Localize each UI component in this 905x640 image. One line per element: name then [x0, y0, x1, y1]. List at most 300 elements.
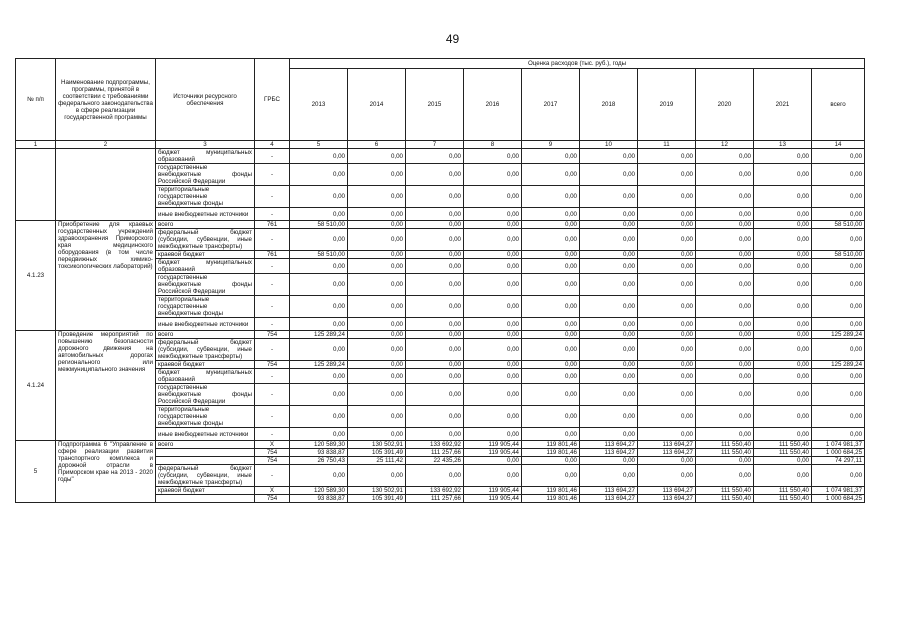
header-year: 2021: [754, 69, 812, 141]
total-value: 74 297,11: [812, 457, 865, 465]
total-value: 0,00: [812, 339, 865, 361]
year-value: 105 391,49: [348, 449, 406, 457]
year-value: 0,00: [290, 208, 348, 221]
funding-source: иные внебюджетные источники: [156, 318, 255, 331]
year-value: 0,00: [290, 259, 348, 274]
funding-source: бюджет муниципальных образований: [156, 259, 255, 274]
year-value: 0,00: [290, 428, 348, 441]
year-value: 0,00: [406, 259, 464, 274]
year-value: 0,00: [464, 208, 522, 221]
year-value: 0,00: [580, 369, 638, 384]
year-value: 0,00: [522, 259, 580, 274]
year-value: 113 694,27: [580, 495, 638, 503]
year-value: 0,00: [348, 361, 406, 369]
grbs-code: X: [255, 487, 290, 495]
header-year: 2014: [348, 69, 406, 141]
year-value: 119 905,44: [464, 495, 522, 503]
year-value: 0,00: [348, 208, 406, 221]
grbs-code: -: [255, 229, 290, 251]
total-value: 1 074 981,37: [812, 441, 865, 449]
grbs-code: -: [255, 208, 290, 221]
year-value: 0,00: [290, 318, 348, 331]
year-value: 0,00: [754, 149, 812, 164]
header-year: 2015: [406, 69, 464, 141]
year-value: 0,00: [580, 428, 638, 441]
column-number: 7: [406, 141, 464, 149]
year-value: 0,00: [464, 465, 522, 487]
column-number: 2: [56, 141, 156, 149]
year-value: 0,00: [696, 428, 754, 441]
total-value: 0,00: [812, 164, 865, 186]
year-value: 119 905,44: [464, 449, 522, 457]
total-value: 1 074 981,37: [812, 487, 865, 495]
header-name: Наименование подпрограммы, программы, принятой в соответствии с требованиями федерального законодательства в сфере реализации государственной программы: [56, 59, 156, 141]
year-value: 111 257,66: [406, 495, 464, 503]
funding-source: федеральный бюджет (субсидии, субвенции, иные межбюджетные трансферты): [156, 229, 255, 251]
year-value: 0,00: [348, 406, 406, 428]
funding-source: [156, 495, 255, 503]
year-value: 0,00: [464, 361, 522, 369]
year-value: 0,00: [348, 186, 406, 208]
year-value: 113 694,27: [580, 487, 638, 495]
year-value: 0,00: [696, 406, 754, 428]
year-value: 0,00: [638, 339, 696, 361]
grbs-code: -: [255, 186, 290, 208]
total-value: 125 289,24: [812, 361, 865, 369]
year-value: 0,00: [406, 369, 464, 384]
column-number: 14: [812, 141, 865, 149]
year-value: 0,00: [580, 465, 638, 487]
year-value: 0,00: [464, 457, 522, 465]
year-value: 0,00: [754, 331, 812, 339]
year-value: 0,00: [696, 251, 754, 259]
year-value: 0,00: [348, 428, 406, 441]
header-year: 2020: [696, 69, 754, 141]
funding-source: [156, 449, 255, 457]
item-name: Проведение мероприятий по повышению безопасности дорожного движения на автомобильных дорогах регионального или межмуниципального значения: [56, 331, 156, 441]
expense-table: [15, 58, 865, 503]
year-value: 25 111,42: [348, 457, 406, 465]
year-value: 0,00: [348, 296, 406, 318]
year-value: 0,00: [464, 296, 522, 318]
year-value: 93 838,87: [290, 449, 348, 457]
funding-source: бюджет муниципальных образований: [156, 149, 255, 164]
year-value: 0,00: [290, 369, 348, 384]
year-value: 0,00: [290, 186, 348, 208]
year-value: 0,00: [580, 361, 638, 369]
year-value: 0,00: [638, 331, 696, 339]
year-value: 111 550,40: [754, 495, 812, 503]
grbs-code: -: [255, 318, 290, 331]
year-value: 0,00: [580, 221, 638, 229]
funding-source: бюджет муниципальных образований: [156, 369, 255, 384]
year-value: 119 905,44: [464, 441, 522, 449]
year-value: 0,00: [348, 465, 406, 487]
year-value: 0,00: [464, 384, 522, 406]
year-value: 0,00: [290, 406, 348, 428]
year-value: 111 550,40: [754, 441, 812, 449]
year-value: 0,00: [580, 331, 638, 339]
year-value: 0,00: [406, 428, 464, 441]
year-value: 0,00: [696, 149, 754, 164]
year-value: 0,00: [522, 465, 580, 487]
year-value: 0,00: [638, 457, 696, 465]
funding-source: территориальные государственные внебюджетные фонды: [156, 186, 255, 208]
year-value: 0,00: [696, 361, 754, 369]
grbs-code: 761: [255, 251, 290, 259]
year-value: 0,00: [406, 331, 464, 339]
grbs-code: -: [255, 465, 290, 487]
year-value: 133 692,92: [406, 441, 464, 449]
year-value: 0,00: [696, 221, 754, 229]
year-value: 0,00: [754, 406, 812, 428]
year-value: 0,00: [754, 229, 812, 251]
year-value: 0,00: [406, 251, 464, 259]
year-value: 0,00: [696, 208, 754, 221]
year-value: 111 550,40: [696, 449, 754, 457]
total-value: 1 000 684,25: [812, 495, 865, 503]
year-value: 105 391,49: [348, 495, 406, 503]
year-value: 0,00: [696, 274, 754, 296]
item-number: 4.1.24: [16, 331, 56, 441]
year-value: 0,00: [580, 457, 638, 465]
year-value: 0,00: [290, 164, 348, 186]
year-value: 0,00: [754, 208, 812, 221]
year-value: 0,00: [348, 318, 406, 331]
funding-source: территориальные государственные внебюджетные фонды: [156, 296, 255, 318]
funding-source: иные внебюджетные источники: [156, 208, 255, 221]
total-value: 0,00: [812, 406, 865, 428]
year-value: 0,00: [406, 296, 464, 318]
year-value: 0,00: [754, 259, 812, 274]
year-value: 0,00: [464, 406, 522, 428]
funding-source: всего: [156, 441, 255, 449]
year-value: 0,00: [406, 149, 464, 164]
funding-source: государственные внебюджетные фонды Российской Федерации: [156, 384, 255, 406]
grbs-code: X: [255, 441, 290, 449]
total-value: 0,00: [812, 318, 865, 331]
year-value: 0,00: [522, 369, 580, 384]
column-number: 10: [580, 141, 638, 149]
year-value: 0,00: [348, 221, 406, 229]
year-value: 0,00: [580, 229, 638, 251]
year-value: 0,00: [348, 149, 406, 164]
year-value: 0,00: [522, 318, 580, 331]
item-number: 4.1.23: [16, 221, 56, 331]
year-value: 0,00: [638, 428, 696, 441]
funding-source: всего: [156, 331, 255, 339]
year-value: 0,00: [638, 164, 696, 186]
grbs-code: 754: [255, 495, 290, 503]
grbs-code: 754: [255, 331, 290, 339]
column-number: 4: [255, 141, 290, 149]
total-value: 0,00: [812, 384, 865, 406]
year-value: 0,00: [406, 339, 464, 361]
grbs-code: 754: [255, 457, 290, 465]
year-value: 111 550,40: [696, 487, 754, 495]
header-year: всего: [812, 69, 865, 141]
year-value: 0,00: [348, 369, 406, 384]
year-value: 0,00: [522, 331, 580, 339]
year-value: 0,00: [348, 274, 406, 296]
year-value: 119 801,46: [522, 449, 580, 457]
total-value: 0,00: [812, 369, 865, 384]
year-value: 0,00: [290, 229, 348, 251]
year-value: 0,00: [522, 229, 580, 251]
year-value: 0,00: [464, 251, 522, 259]
year-value: 0,00: [754, 465, 812, 487]
year-value: 125 289,24: [290, 331, 348, 339]
year-value: 0,00: [696, 164, 754, 186]
year-value: 0,00: [754, 361, 812, 369]
year-value: 0,00: [696, 259, 754, 274]
year-value: 113 694,27: [580, 449, 638, 457]
funding-source: иные внебюджетные источники: [156, 428, 255, 441]
grbs-code: -: [255, 384, 290, 406]
year-value: 0,00: [638, 318, 696, 331]
year-value: 0,00: [406, 406, 464, 428]
year-value: 113 694,27: [580, 441, 638, 449]
column-number: 6: [348, 141, 406, 149]
total-value: 0,00: [812, 428, 865, 441]
grbs-code: -: [255, 164, 290, 186]
total-value: 0,00: [812, 186, 865, 208]
year-value: 0,00: [290, 149, 348, 164]
year-value: 0,00: [696, 318, 754, 331]
year-value: 26 750,43: [290, 457, 348, 465]
year-value: 0,00: [696, 465, 754, 487]
year-value: 0,00: [464, 164, 522, 186]
year-value: 0,00: [754, 274, 812, 296]
year-value: 0,00: [580, 296, 638, 318]
year-value: 119 801,46: [522, 495, 580, 503]
total-value: 1 000 684,25: [812, 449, 865, 457]
year-value: 0,00: [696, 384, 754, 406]
year-value: 0,00: [348, 384, 406, 406]
funding-source: территориальные государственные внебюджетные фонды: [156, 406, 255, 428]
year-value: 0,00: [406, 274, 464, 296]
year-value: 133 692,92: [406, 487, 464, 495]
total-value: 0,00: [812, 229, 865, 251]
total-value: 58 510,00: [812, 221, 865, 229]
funding-source: федеральный бюджет (субсидии, субвенции, иные межбюджетные трансферты): [156, 339, 255, 361]
year-value: 0,00: [638, 186, 696, 208]
year-value: 0,00: [696, 186, 754, 208]
year-value: 0,00: [638, 296, 696, 318]
funding-source: краевой бюджет: [156, 251, 255, 259]
grbs-code: -: [255, 428, 290, 441]
year-value: 113 694,27: [638, 495, 696, 503]
table-row: [16, 441, 865, 449]
year-value: 0,00: [290, 274, 348, 296]
grbs-code: -: [255, 339, 290, 361]
year-value: 0,00: [638, 369, 696, 384]
total-value: 0,00: [812, 274, 865, 296]
year-value: 0,00: [348, 164, 406, 186]
item-name: Приобретение для краевых государственных учреждений здравоохранения Приморского края медицинского оборудования (в том числе передвижных химико-токсикологических лабораторий): [56, 221, 156, 331]
year-value: 0,00: [754, 369, 812, 384]
year-value: 0,00: [580, 164, 638, 186]
year-value: 0,00: [522, 164, 580, 186]
funding-source: государственные внебюджетные фонды Российской Федерации: [156, 274, 255, 296]
year-value: 0,00: [580, 318, 638, 331]
year-value: 0,00: [348, 331, 406, 339]
grbs-code: 761: [255, 221, 290, 229]
year-value: 0,00: [406, 164, 464, 186]
year-value: 120 589,30: [290, 487, 348, 495]
year-value: 0,00: [754, 186, 812, 208]
year-value: 0,00: [696, 296, 754, 318]
year-value: 0,00: [522, 457, 580, 465]
year-value: 0,00: [522, 384, 580, 406]
funding-source: краевой бюджет: [156, 487, 255, 495]
column-number: 1: [16, 141, 56, 149]
header-num: № п/п: [16, 59, 56, 141]
year-value: 0,00: [290, 384, 348, 406]
year-value: 0,00: [348, 229, 406, 251]
year-value: 0,00: [464, 259, 522, 274]
year-value: 0,00: [754, 339, 812, 361]
funding-source: федеральный бюджет (субсидии, субвенции, иные межбюджетные трансферты): [156, 465, 255, 487]
year-value: 0,00: [638, 361, 696, 369]
year-value: 0,00: [406, 221, 464, 229]
year-value: 0,00: [638, 208, 696, 221]
year-value: 0,00: [580, 384, 638, 406]
year-value: 0,00: [464, 149, 522, 164]
year-value: 0,00: [638, 251, 696, 259]
year-value: 0,00: [464, 331, 522, 339]
year-value: 0,00: [754, 457, 812, 465]
column-number: 9: [522, 141, 580, 149]
year-value: 0,00: [522, 361, 580, 369]
year-value: 0,00: [696, 229, 754, 251]
year-value: 0,00: [754, 428, 812, 441]
total-value: 0,00: [812, 149, 865, 164]
total-value: 0,00: [812, 465, 865, 487]
year-value: 0,00: [522, 274, 580, 296]
page-number: 49: [445, 32, 460, 46]
item-number: [16, 149, 56, 221]
year-value: 0,00: [580, 274, 638, 296]
funding-source: всего: [156, 221, 255, 229]
year-value: 0,00: [464, 274, 522, 296]
year-value: 0,00: [464, 229, 522, 251]
year-value: 0,00: [580, 339, 638, 361]
year-value: 0,00: [638, 229, 696, 251]
grbs-code: -: [255, 149, 290, 164]
year-value: 0,00: [464, 186, 522, 208]
total-value: 125 289,24: [812, 331, 865, 339]
year-value: 0,00: [754, 384, 812, 406]
item-name: Подпрограмма 6 "Управление в сфере реализации развития транспортного комплекса и дорожной отрасли в Приморском крае на 2013 - 2020 годы": [56, 441, 156, 503]
year-value: 111 550,40: [696, 441, 754, 449]
year-value: 113 694,27: [638, 449, 696, 457]
column-number: 5: [290, 141, 348, 149]
year-value: 111 550,40: [696, 495, 754, 503]
year-value: 130 502,91: [348, 441, 406, 449]
year-value: 0,00: [522, 428, 580, 441]
header-source: Источники ресурсного обеспечения: [156, 59, 255, 141]
item-name: [56, 149, 156, 221]
column-number: 13: [754, 141, 812, 149]
year-value: 0,00: [754, 251, 812, 259]
year-value: 0,00: [638, 221, 696, 229]
year-value: 119 801,46: [522, 441, 580, 449]
year-value: 0,00: [580, 186, 638, 208]
grbs-code: -: [255, 296, 290, 318]
funding-source: [156, 457, 255, 465]
year-value: 0,00: [638, 274, 696, 296]
header-year: 2019: [638, 69, 696, 141]
year-value: 0,00: [464, 318, 522, 331]
year-value: 0,00: [754, 221, 812, 229]
grbs-code: 754: [255, 449, 290, 457]
year-value: 22 435,26: [406, 457, 464, 465]
year-value: 0,00: [580, 251, 638, 259]
header-year: 2017: [522, 69, 580, 141]
funding-source: краевой бюджет: [156, 361, 255, 369]
year-value: 0,00: [522, 149, 580, 164]
grbs-code: -: [255, 274, 290, 296]
year-value: 58 510,00: [290, 251, 348, 259]
grbs-code: -: [255, 369, 290, 384]
year-value: 0,00: [464, 339, 522, 361]
year-value: 0,00: [406, 229, 464, 251]
header-year: 2018: [580, 69, 638, 141]
year-value: 111 550,40: [754, 487, 812, 495]
year-value: 111 550,40: [754, 449, 812, 457]
year-value: 0,00: [696, 369, 754, 384]
year-value: 0,00: [406, 208, 464, 221]
year-value: 0,00: [638, 406, 696, 428]
year-value: 0,00: [522, 221, 580, 229]
year-value: 0,00: [348, 251, 406, 259]
column-number: 11: [638, 141, 696, 149]
year-value: 0,00: [522, 208, 580, 221]
year-value: 93 838,87: [290, 495, 348, 503]
header-estimate: Оценка расходов (тыс. руб.), годы: [290, 59, 865, 69]
year-value: 0,00: [696, 457, 754, 465]
year-value: 0,00: [638, 384, 696, 406]
year-value: 0,00: [406, 186, 464, 208]
grbs-code: -: [255, 259, 290, 274]
year-value: 0,00: [580, 406, 638, 428]
year-value: 0,00: [754, 296, 812, 318]
header-grbs: ГРБС: [255, 59, 290, 141]
year-value: 0,00: [464, 369, 522, 384]
year-value: 130 502,91: [348, 487, 406, 495]
funding-source: государственные внебюджетные фонды Российской Федерации: [156, 164, 255, 186]
total-value: 0,00: [812, 259, 865, 274]
table-row: [16, 149, 865, 164]
year-value: 0,00: [464, 428, 522, 441]
total-value: 0,00: [812, 208, 865, 221]
year-value: 0,00: [522, 339, 580, 361]
header-year: 2016: [464, 69, 522, 141]
year-value: 0,00: [522, 296, 580, 318]
grbs-code: 754: [255, 361, 290, 369]
grbs-code: -: [255, 406, 290, 428]
column-number: 3: [156, 141, 255, 149]
year-value: 0,00: [406, 384, 464, 406]
year-value: 0,00: [522, 251, 580, 259]
year-value: 111 257,66: [406, 449, 464, 457]
year-value: 58 510,00: [290, 221, 348, 229]
year-value: 119 801,46: [522, 487, 580, 495]
year-value: 125 289,24: [290, 361, 348, 369]
year-value: 0,00: [638, 259, 696, 274]
table-row: [16, 331, 865, 339]
